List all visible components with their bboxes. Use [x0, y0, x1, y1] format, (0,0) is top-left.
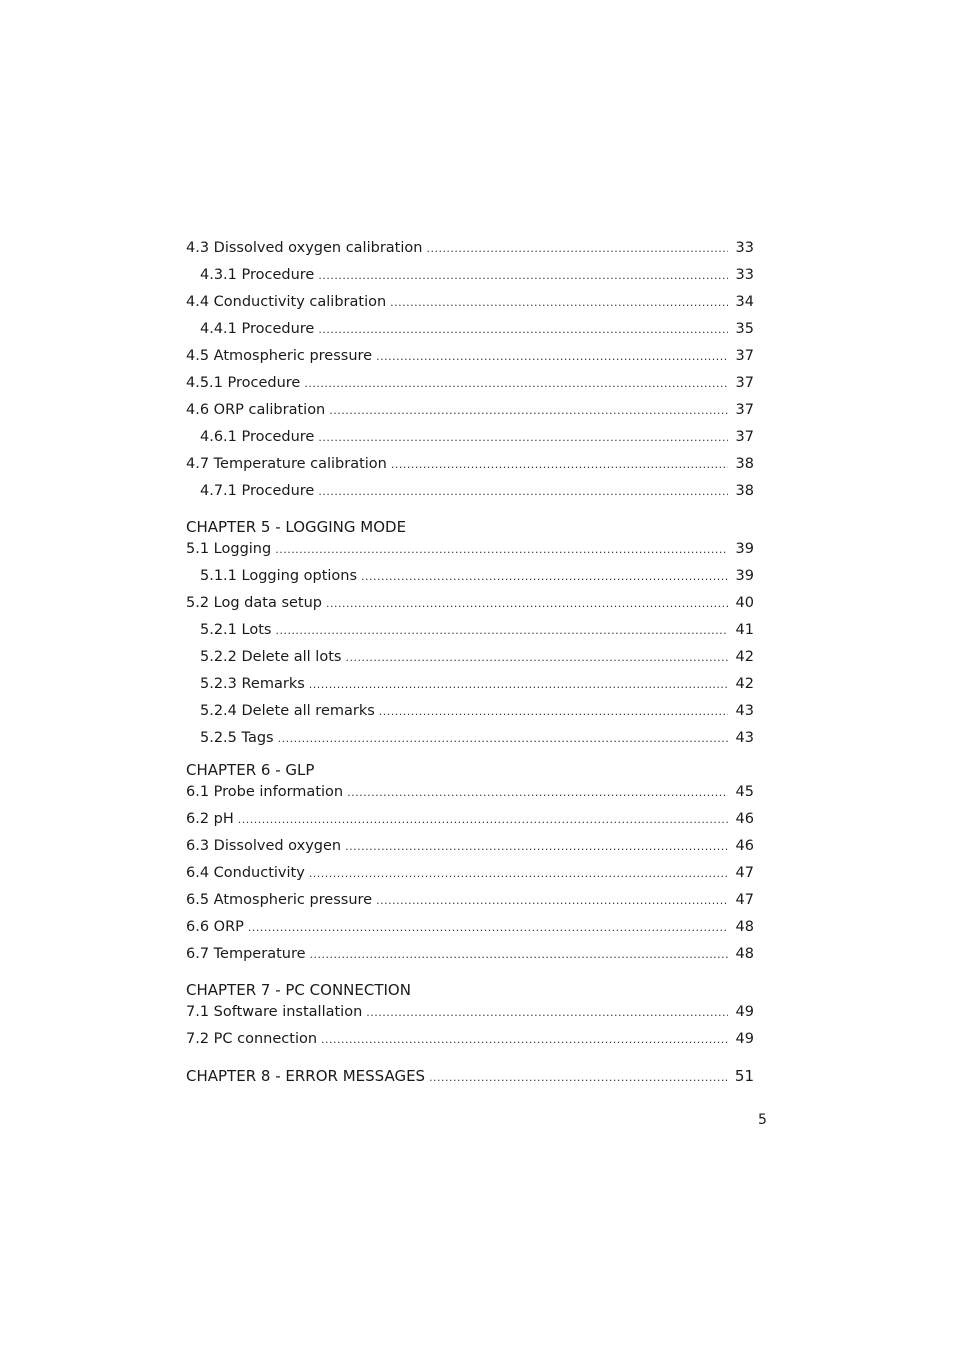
- leader-dots: [326, 597, 728, 610]
- toc-entry-label: 5.1.1 Logging options: [200, 568, 358, 584]
- toc-entry-5-2-4[interactable]: [186, 703, 754, 730]
- toc-entry-page: 39: [735, 541, 754, 557]
- toc-entry-6-7[interactable]: [186, 946, 754, 973]
- toc-entry-6-5[interactable]: [186, 892, 754, 919]
- toc-entry-label: 4.5 Atmospheric pressure: [186, 348, 373, 364]
- toc-entry-4-6-1[interactable]: [186, 429, 754, 456]
- toc-entry-page: 46: [735, 811, 754, 827]
- toc-entry-page: 42: [735, 676, 754, 692]
- leader-dots: [376, 350, 728, 363]
- chapter-8-heading: CHAPTER 8 - ERROR MESSAGES: [186, 1067, 426, 1085]
- toc-entry-page: 51: [734, 1067, 754, 1085]
- toc-entry-page: 37: [735, 375, 754, 391]
- toc-entry-label: 5.2.2 Delete all lots: [200, 649, 342, 665]
- toc-entry-4-4[interactable]: [186, 294, 754, 321]
- chapter-5-heading[interactable]: CHAPTER 5 - LOGGING MODE: [186, 518, 407, 536]
- toc-entry-4-7[interactable]: [186, 456, 754, 483]
- toc-entry-page: 43: [735, 730, 754, 746]
- toc-entry-label: 4.3.1 Procedure: [200, 267, 315, 283]
- toc-entry-page: 48: [735, 946, 754, 962]
- toc-entry-page: 38: [735, 456, 754, 472]
- leader-dots: [309, 867, 728, 880]
- leader-dots: [429, 1071, 728, 1084]
- toc-entry-7-1[interactable]: [186, 1004, 754, 1031]
- toc-entry-page: 45: [735, 784, 754, 800]
- leader-dots: [318, 431, 728, 444]
- toc-entry-5-2-5[interactable]: [186, 730, 754, 757]
- toc-entry-label: 4.5.1 Procedure: [186, 375, 301, 391]
- leader-dots: [379, 705, 728, 718]
- toc-entry-6-1[interactable]: [186, 784, 754, 811]
- leader-dots: [345, 651, 728, 664]
- leader-dots: [318, 323, 728, 336]
- toc-entry-page: 33: [735, 240, 754, 256]
- leader-dots: [275, 624, 728, 637]
- toc-entry-label: 4.4.1 Procedure: [200, 321, 315, 337]
- toc-entry-page: 41: [735, 622, 754, 638]
- toc-entry-page: 43: [735, 703, 754, 719]
- leader-dots: [248, 921, 728, 934]
- toc-entry-page: 37: [735, 429, 754, 445]
- toc-entry-label: 6.2 pH: [186, 811, 234, 827]
- toc-entry-5-1[interactable]: [186, 541, 754, 568]
- toc-entry-6-2[interactable]: [186, 811, 754, 838]
- leader-dots: [321, 1033, 728, 1046]
- toc-entry-4-4-1[interactable]: [186, 321, 754, 348]
- leader-dots: [310, 948, 728, 961]
- toc-entry-label: 5.1 Logging: [186, 541, 272, 557]
- toc-entry-label: 4.4 Conductivity calibration: [186, 294, 387, 310]
- leader-dots: [318, 485, 728, 498]
- leader-dots: [426, 242, 728, 255]
- toc-entry-label: 6.3 Dissolved oxygen: [186, 838, 342, 854]
- toc-entry-label: 6.4 Conductivity: [186, 865, 305, 881]
- toc-entry-label: 5.2.5 Tags: [200, 730, 274, 746]
- leader-dots: [309, 678, 728, 691]
- toc-entry-4-5[interactable]: [186, 348, 754, 375]
- toc-entry-page: 48: [735, 919, 754, 935]
- toc-entry-6-6[interactable]: [186, 919, 754, 946]
- toc-entry-5-2[interactable]: [186, 595, 754, 622]
- toc-entry-page: 49: [735, 1004, 754, 1020]
- toc-entry-page: 38: [735, 483, 754, 499]
- leader-dots: [275, 543, 728, 556]
- toc-entry-page: 49: [735, 1031, 754, 1047]
- toc-entry-page: 46: [735, 838, 754, 854]
- toc-entry-page: 40: [735, 595, 754, 611]
- toc-entry-4-3[interactable]: [186, 240, 754, 267]
- toc-entry-5-2-3[interactable]: [186, 676, 754, 703]
- toc-entry-label: 5.2.3 Remarks: [200, 676, 305, 692]
- toc-entry-label: 4.7.1 Procedure: [200, 483, 315, 499]
- toc-entry-7-2[interactable]: [186, 1031, 754, 1058]
- leader-dots: [361, 570, 728, 583]
- toc-entry-label: 6.6 ORP: [186, 919, 244, 935]
- leader-dots: [390, 296, 728, 309]
- page-number: 5: [758, 1112, 767, 1128]
- leader-dots: [304, 377, 728, 390]
- table-of-contents: [186, 240, 754, 1094]
- toc-entry-label: 4.7 Temperature calibration: [186, 456, 387, 472]
- chapter-6-heading[interactable]: CHAPTER 6 - GLP: [186, 761, 315, 779]
- toc-entry-label: 5.2.1 Lots: [200, 622, 272, 638]
- chapter-7-heading[interactable]: CHAPTER 7 - PC CONNECTION: [186, 981, 411, 999]
- leader-dots: [391, 458, 728, 471]
- leader-dots: [366, 1006, 728, 1019]
- toc-entry-page: 47: [735, 892, 754, 908]
- toc-entry-label: 7.2 PC connection: [186, 1031, 318, 1047]
- toc-entry-page: 33: [735, 267, 754, 283]
- toc-entry-chapter-8[interactable]: [186, 1067, 754, 1094]
- toc-entry-label: 4.3 Dissolved oxygen calibration: [186, 240, 423, 256]
- toc-entry-label: 6.1 Probe information: [186, 784, 344, 800]
- toc-entry-label: 4.6 ORP calibration: [186, 402, 326, 418]
- toc-entry-page: 47: [735, 865, 754, 881]
- toc-entry-4-7-1[interactable]: [186, 483, 754, 510]
- toc-entry-page: 37: [735, 348, 754, 364]
- leader-dots: [347, 786, 728, 799]
- toc-entry-4-3-1[interactable]: [186, 267, 754, 294]
- leader-dots: [329, 404, 728, 417]
- toc-entry-label: 7.1 Software installation: [186, 1004, 363, 1020]
- toc-entry-5-2-2[interactable]: [186, 649, 754, 676]
- toc-entry-label: 4.6.1 Procedure: [200, 429, 315, 445]
- toc-entry-4-6[interactable]: [186, 402, 754, 429]
- toc-entry-label: 6.5 Atmospheric pressure: [186, 892, 373, 908]
- leader-dots: [345, 840, 728, 853]
- leader-dots: [278, 732, 728, 745]
- toc-entry-6-4[interactable]: [186, 865, 754, 892]
- toc-entry-page: 34: [735, 294, 754, 310]
- toc-entry-page: 39: [735, 568, 754, 584]
- toc-entry-5-2-1[interactable]: [186, 622, 754, 649]
- toc-entry-6-3[interactable]: [186, 838, 754, 865]
- toc-entry-label: 5.2 Log data setup: [186, 595, 323, 611]
- toc-entry-label: 5.2.4 Delete all remarks: [200, 703, 375, 719]
- toc-entry-page: 42: [735, 649, 754, 665]
- toc-entry-4-5-1[interactable]: [186, 375, 754, 402]
- leader-dots: [238, 813, 728, 826]
- leader-dots: [318, 269, 728, 282]
- toc-entry-5-1-1[interactable]: [186, 568, 754, 595]
- toc-entry-label: 6.7 Temperature: [186, 946, 306, 962]
- toc-entry-page: 35: [735, 321, 754, 337]
- toc-entry-page: 37: [735, 402, 754, 418]
- leader-dots: [376, 894, 728, 907]
